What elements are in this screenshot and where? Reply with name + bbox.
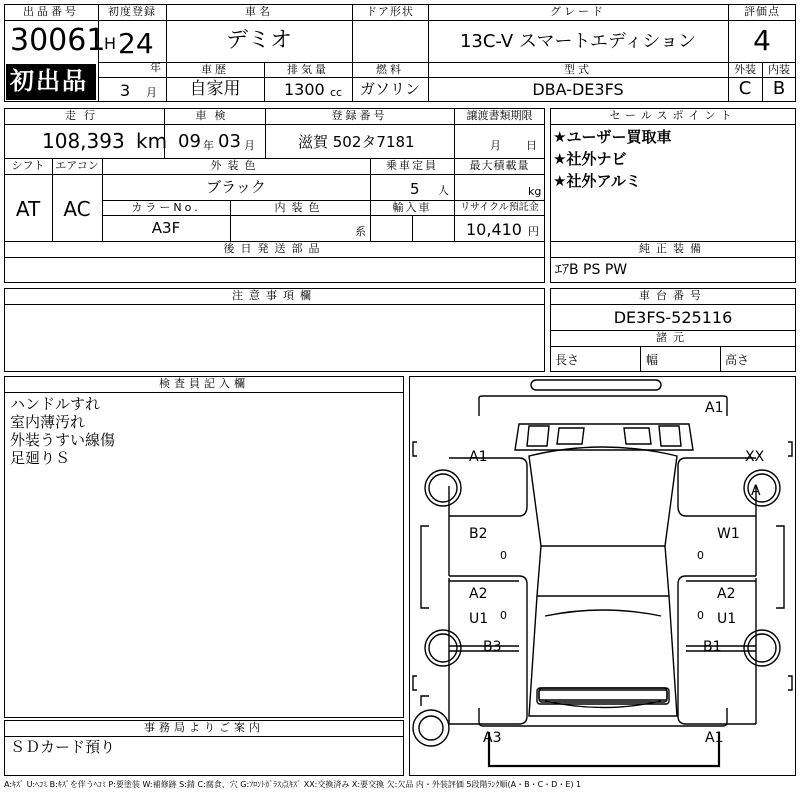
dimensions-label: 諸元 bbox=[656, 331, 690, 344]
code-rear-bumper-right: A1 bbox=[705, 730, 724, 746]
exterior-grade-label: 外装 bbox=[734, 63, 756, 76]
later-parts-label: 後日発送部品 bbox=[223, 242, 326, 255]
grade: 13C-V スマートエディション bbox=[459, 31, 697, 52]
door-label: ドア形状 bbox=[366, 5, 414, 18]
code-left-front-door: B2 bbox=[469, 526, 488, 542]
code-left-rear-door: A2 bbox=[469, 586, 488, 602]
inspector-line-4: 足廻りＳ bbox=[10, 449, 71, 467]
office-value: ＳＤカード預り bbox=[10, 738, 116, 756]
code-right-rear-handle-mark: 0 bbox=[697, 609, 704, 622]
left-rear-wheel-shape bbox=[425, 630, 461, 666]
displacement-label: 排気量 bbox=[287, 63, 329, 76]
right-front-wheel-shape bbox=[744, 470, 780, 506]
score-label: 評価点 bbox=[744, 5, 780, 18]
inspection-month: 03 bbox=[218, 131, 241, 152]
shift-label: シフト bbox=[11, 159, 45, 172]
rear-panel-shape bbox=[489, 732, 719, 766]
transfer-label: 譲渡書類期限 bbox=[466, 109, 533, 122]
recycle-label: リサイクル預託金 bbox=[460, 202, 539, 213]
load-label: 最大積載量 bbox=[469, 159, 530, 172]
era: H bbox=[104, 34, 117, 53]
recycle-unit: 円 bbox=[528, 225, 539, 238]
code-left-rear-door-2: U1 bbox=[469, 611, 489, 627]
code-rear-bumper-left: A3 bbox=[483, 730, 502, 746]
equipment-value: ｴｱB PS PW bbox=[555, 262, 628, 278]
first-reg-year: 24 bbox=[118, 27, 154, 60]
capacity-label: 乗車定員 bbox=[386, 159, 438, 172]
left-front-wheel-shape bbox=[425, 470, 461, 506]
code-front-right-fender: XX bbox=[745, 449, 765, 465]
inspector-line-3: 外装うすい線傷 bbox=[10, 431, 116, 449]
ac: AC bbox=[63, 197, 91, 221]
month-unit: 月 bbox=[146, 86, 157, 99]
roof-shape bbox=[529, 596, 677, 716]
reg-no: 滋賀 502タ7181 bbox=[298, 133, 415, 151]
sales-point-2: ★社外ナビ bbox=[553, 150, 627, 168]
chassis-label: 車台番号 bbox=[639, 289, 707, 302]
car-name: デミオ bbox=[225, 28, 292, 53]
office-label: 事務局よりご案内 bbox=[144, 721, 264, 734]
code-right-door-handle-mark: 0 bbox=[697, 549, 704, 562]
mileage: 108,393 bbox=[42, 129, 125, 153]
first-reg-month: 3 bbox=[120, 81, 131, 100]
code-right-front-wheel: A bbox=[751, 483, 761, 499]
inspector-line-1: ハンドルすれ bbox=[10, 395, 101, 413]
notes-label: 注意事項欄 bbox=[232, 289, 317, 302]
grade-label: グレード bbox=[550, 5, 606, 18]
inspector-line-2: 室内薄汚れ bbox=[10, 413, 86, 431]
front-bumper-shape bbox=[479, 396, 727, 406]
transfer-month-unit: 月 bbox=[490, 139, 501, 152]
history: 自家用 bbox=[189, 79, 241, 99]
legend-text: A:ｷｽﾞ U:ﾍｺﾐ B:ｷｽﾞを伴うﾍｺﾐ P:要塗装 W:補修跡 S:錆 C:腐食、穴 G:ﾌﾛﾝﾄｶﾞﾗｽ点ｷｽﾞ XX:交換済み X:要交換 欠:欠品 内・外装評価 5段階ﾗﾝｸ順(A・B・C・D・E) 1 bbox=[4, 780, 582, 789]
inspector-label: 検査員記入欄 bbox=[159, 377, 249, 390]
interior-grade-label: 内装 bbox=[768, 63, 790, 76]
chassis-number: DE3FS-525116 bbox=[613, 308, 733, 327]
displacement-unit: cc bbox=[330, 86, 343, 99]
fuel-label: 燃料 bbox=[376, 63, 404, 76]
code-right-rear-fender: B1 bbox=[703, 639, 722, 655]
year-unit: 年 bbox=[150, 61, 161, 74]
code-right-rear-door-2: U1 bbox=[717, 611, 737, 627]
sales-point-1: ★ユーザー買取車 bbox=[553, 128, 672, 146]
right-rear-wheel-shape bbox=[744, 630, 780, 666]
code-right-front-door: W1 bbox=[717, 526, 740, 542]
transfer-day-unit: 日 bbox=[526, 139, 537, 152]
mileage-unit: km bbox=[136, 129, 168, 153]
lot-no: 30061 bbox=[10, 23, 106, 58]
equipment-label: 純正装備 bbox=[639, 242, 707, 255]
code-right-rear-door: A2 bbox=[717, 586, 736, 602]
history-label: 車歴 bbox=[201, 63, 229, 76]
length-label: 長さ bbox=[555, 353, 580, 367]
code-left-rear-handle-mark: 0 bbox=[500, 609, 507, 622]
model: DBA-DE3FS bbox=[532, 80, 624, 99]
fuel: ガソリン bbox=[359, 80, 420, 98]
displacement: 1300 bbox=[284, 80, 325, 99]
height-label: 高さ bbox=[725, 353, 750, 367]
ext-color: ブラック bbox=[206, 178, 266, 196]
code-left-rear-fender: B3 bbox=[483, 639, 502, 655]
inspection-year: 09 bbox=[178, 131, 201, 152]
color-no: A3F bbox=[151, 219, 181, 237]
color-no-label: カラーNo. bbox=[131, 201, 201, 214]
interior-grade: B bbox=[772, 78, 786, 99]
first-reg-label: 初度登録 bbox=[108, 5, 156, 18]
code-front-bumper: A1 bbox=[705, 400, 724, 416]
mileage-label: 走行 bbox=[65, 109, 103, 122]
reg-no-label: 登録番号 bbox=[331, 109, 388, 122]
lot-no-label: 出品番号 bbox=[23, 5, 79, 18]
inspection-year-unit: 年 bbox=[203, 139, 214, 152]
code-front-left-fender: A1 bbox=[469, 449, 488, 465]
sales-point-3: ★社外アルミ bbox=[553, 172, 641, 190]
code-left-door-handle-mark: 0 bbox=[500, 549, 507, 562]
model-label: 型式 bbox=[564, 63, 592, 76]
int-color-unit: 系 bbox=[355, 225, 366, 238]
sales-points-label: セールスポイント bbox=[609, 109, 737, 122]
rear-glass-shape bbox=[539, 690, 667, 700]
ac-label: エアコン bbox=[55, 159, 99, 172]
front-bumper-top-shape bbox=[531, 380, 661, 390]
exterior-grade: C bbox=[738, 78, 752, 99]
score: 4 bbox=[753, 24, 771, 57]
shift: AT bbox=[15, 197, 41, 221]
int-color-label: 内装色 bbox=[274, 201, 326, 214]
import-label: 輸入車 bbox=[392, 201, 432, 214]
ext-color-label: 外装色 bbox=[210, 159, 262, 172]
load-unit: kg bbox=[528, 185, 542, 198]
hood-windshield-shape bbox=[529, 447, 677, 546]
recycle: 10,410 bbox=[466, 220, 522, 239]
inspection-label: 車検 bbox=[195, 109, 234, 122]
capacity-unit: 人 bbox=[438, 184, 449, 197]
first-listing-text: 初出品 bbox=[10, 67, 88, 95]
car-name-label: 車名 bbox=[245, 5, 273, 18]
car-body-diagram bbox=[409, 376, 796, 776]
capacity: 5 bbox=[410, 180, 420, 198]
width-label: 幅 bbox=[646, 353, 659, 367]
inspection-month-unit: 月 bbox=[244, 139, 255, 152]
